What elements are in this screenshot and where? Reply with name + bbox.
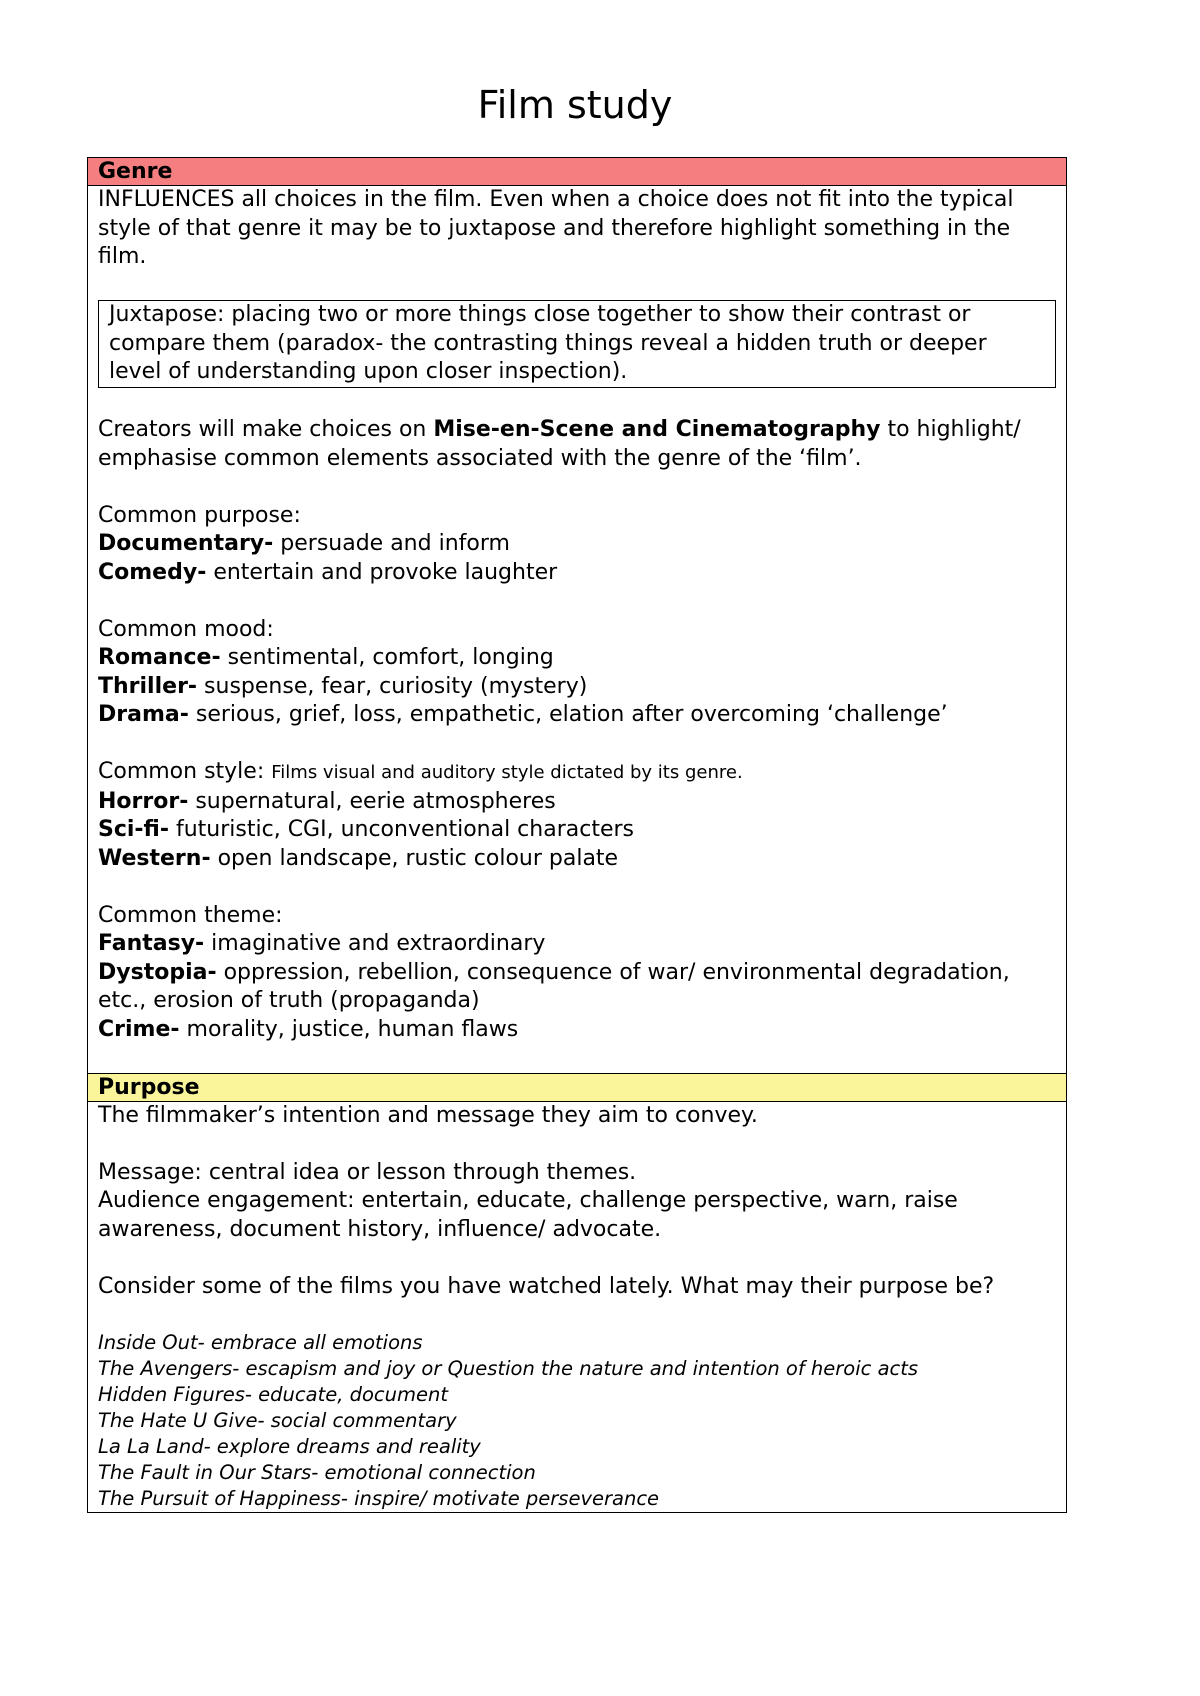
purpose-heading: Purpose <box>88 1073 1067 1101</box>
list-item <box>98 701 1056 730</box>
genre-heading: Genre <box>88 158 1067 186</box>
genre-desc: supernatural, eerie atmospheres <box>188 788 556 814</box>
genre-term: Romance- <box>98 645 221 670</box>
list-item <box>98 673 1056 702</box>
group-note: Films visual and auditory style dictated by its genre. <box>271 762 743 783</box>
purpose-engagement: Audience engagement: entertain, educate, challenge perspective, warn, raise awareness, document history, influence/ advocate. <box>98 1188 958 1242</box>
film-example: Hidden Figures- educate, document <box>98 1382 449 1406</box>
genre-term: Drama- <box>98 702 189 727</box>
film-example: The Hate U Give- social commentary <box>98 1408 457 1432</box>
genre-term: Western- <box>98 845 211 871</box>
list-item <box>98 816 1056 845</box>
group-label: Common theme: <box>98 902 283 928</box>
group-label: Common purpose: <box>98 502 301 528</box>
page-title: Film study <box>477 83 673 127</box>
group-purpose <box>98 502 1056 588</box>
genre-desc: futuristic, CGI, unconventional characters <box>169 817 634 842</box>
list-item <box>98 788 1056 817</box>
group-label: Common mood: <box>98 616 274 642</box>
juxtapose-definition-box: Juxtapose: placing two or more things close together to show their contrast or compare them (paradox- the contrasting things reveal a hidden truth or deeper level of understanding upon closer inspection). <box>98 300 1056 388</box>
creators-bold: Mise-en-Scene and Cinematography <box>433 417 881 442</box>
genre-desc: serious, grief, loss, empathetic, elation after overcoming ‘challenge’ <box>188 702 948 727</box>
film-example: The Avengers- escapism and joy or Question the nature and intention of heroic acts <box>98 1356 919 1380</box>
genre-desc: sentimental, comfort, longing <box>220 645 554 670</box>
genre-term: Thriller- <box>98 673 198 699</box>
film-example: Inside Out- embrace all emotions <box>98 1330 423 1354</box>
genre-desc: morality, justice, human flaws <box>179 1016 519 1042</box>
list-item <box>98 530 1056 559</box>
list-item <box>98 930 1056 959</box>
genre-term: Fantasy- <box>98 931 205 956</box>
genre-desc: suspense, fear, curiosity (mystery) <box>197 673 588 699</box>
list-item <box>98 959 1056 1016</box>
genre-term: Crime- <box>98 1016 180 1042</box>
study-table <box>87 157 1067 1513</box>
list-item <box>98 644 1056 673</box>
creators-pre: Creators will make choices on <box>98 417 434 442</box>
genre-desc: oppression, rebellion, consequence of war/ environmental degradation, etc., erosion of truth (propaganda) <box>98 959 1010 1013</box>
purpose-intro: The filmmaker’s intention and message they aim to convey. <box>98 1102 758 1128</box>
genre-desc: entertain and provoke laughter <box>206 559 558 585</box>
list-item <box>98 845 1056 874</box>
creators-paragraph <box>98 416 1056 473</box>
film-example: The Pursuit of Happiness- inspire/ motivate perseverance <box>98 1486 660 1510</box>
genre-desc: imaginative and extraordinary <box>204 931 546 956</box>
genre-term: Sci-fi- <box>98 817 169 842</box>
group-label-line <box>98 758 1056 788</box>
genre-term: Dystopia- <box>98 959 217 985</box>
list-item <box>98 1016 1056 1045</box>
purpose-message: Message: central idea or lesson through themes. <box>98 1159 637 1185</box>
film-example: La La Land- explore dreams and reality <box>98 1434 481 1458</box>
purpose-content <box>88 1101 1067 1512</box>
purpose-question: Consider some of the films you have watched lately. What may their purpose be? <box>98 1273 995 1299</box>
group-mood <box>98 616 1056 730</box>
film-example: The Fault in Our Stars- emotional connection <box>98 1460 536 1484</box>
creators-post: to highlight/ emphasise common elements associated with the genre of the ‘film’. <box>98 417 1021 471</box>
genre-desc: persuade and inform <box>273 531 510 556</box>
group-label: Common style: <box>98 759 272 784</box>
group-style <box>98 758 1056 873</box>
genre-term: Documentary- <box>98 531 274 556</box>
group-theme <box>98 902 1056 1045</box>
genre-term: Horror- <box>98 788 189 814</box>
genre-desc: open landscape, rustic colour palate <box>210 845 619 871</box>
genre-intro: INFLUENCES all choices in the film. Even when a choice does not fit into the typical style of that genre it may be to juxtapose and therefore highlight something in the film. <box>98 187 1014 269</box>
list-item <box>98 559 1056 588</box>
genre-term: Comedy- <box>98 559 207 585</box>
genre-content <box>88 186 1067 1074</box>
